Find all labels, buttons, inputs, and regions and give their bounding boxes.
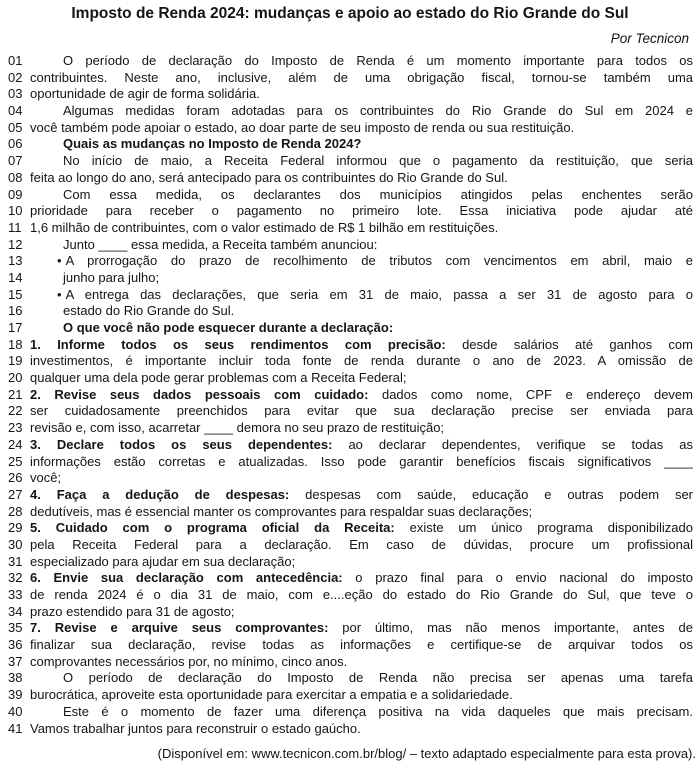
line-number: 12 <box>8 236 23 252</box>
document-line <box>0 136 700 153</box>
line-text: investimentos, é importante incluir toda fonte de renda durante o ano de 2023. A omissão de <box>30 353 693 369</box>
document-line <box>0 620 700 637</box>
line-number: 16 <box>8 303 23 319</box>
line-number: 13 <box>8 253 23 269</box>
document-line <box>0 403 700 420</box>
document-line <box>0 203 700 220</box>
line-text: Este é o momento de fazer uma diferença positiva na vida daqueles que mais precisam. <box>63 703 693 719</box>
line-number: 30 <box>8 536 23 552</box>
document-line <box>0 554 700 571</box>
document-line <box>0 120 700 137</box>
line-text: ser cuidadosamente preenchidos para evitar que sua declaração precise ser enviada para <box>30 403 693 419</box>
line-number: 19 <box>8 353 23 369</box>
line-text: Junto ____ essa medida, a Receita também anunciou: <box>63 236 378 252</box>
document-line <box>0 637 700 654</box>
line-text: você também pode apoiar o estado, ao doar parte de seu imposto de renda ou sua restituição. <box>30 119 575 135</box>
line-number: 36 <box>8 637 23 653</box>
bullet-icon: • <box>57 286 62 302</box>
line-number: 31 <box>8 553 23 569</box>
line-number: 10 <box>8 203 23 219</box>
document-line <box>0 721 700 738</box>
line-number: 37 <box>8 653 23 669</box>
line-number: 07 <box>8 153 23 169</box>
document-lines <box>0 53 700 737</box>
document-line <box>0 353 700 370</box>
line-text: Com essa medida, os declarantes dos municípios atingidos pelas enchentes serão <box>63 186 693 202</box>
document-line <box>0 704 700 721</box>
line-text: • A prorrogação do prazo de recolhimento de tributos com vencimentos em abril, maio e <box>57 253 693 269</box>
line-number: 38 <box>8 670 23 686</box>
document-line <box>0 420 700 437</box>
document-line <box>0 53 700 70</box>
line-number: 33 <box>8 587 23 602</box>
line-text: Algumas medidas foram adotadas para os contribuintes do Rio Grande do Sul em 2024 e <box>63 103 693 119</box>
document-line <box>0 604 700 621</box>
line-number: 25 <box>8 453 23 469</box>
line-number: 23 <box>8 420 23 436</box>
document-line <box>0 187 700 204</box>
document-line <box>0 86 700 103</box>
line-number: 26 <box>8 470 23 486</box>
document-line <box>0 237 700 254</box>
line-text: estado do Rio Grande do Sul. <box>63 303 235 319</box>
line-text: você; <box>30 470 62 486</box>
line-number: 32 <box>8 570 23 586</box>
line-number: 08 <box>8 169 23 185</box>
line-text: junho para julho; <box>63 269 160 285</box>
document-line <box>0 170 700 187</box>
line-number: 14 <box>8 269 23 285</box>
document-line <box>0 70 700 87</box>
document-line <box>0 587 700 604</box>
document-line <box>0 487 700 504</box>
line-number: 11 <box>8 219 22 235</box>
document-line <box>0 654 700 671</box>
line-number: 39 <box>8 687 23 703</box>
line-text: especializado para ajudar em sua declaração; <box>30 553 296 569</box>
line-text: feita ao longo do ano, será antecipado para os contribuintes do Rio Grande do Sul. <box>30 169 508 185</box>
line-number: 02 <box>8 69 23 85</box>
bullet-icon: • <box>57 253 62 269</box>
document-line <box>0 454 700 471</box>
document-line <box>0 287 700 304</box>
line-number: 40 <box>8 703 23 719</box>
document-line <box>0 470 700 487</box>
document-line <box>0 303 700 320</box>
line-number: 05 <box>8 119 23 135</box>
line-number: 03 <box>8 86 23 102</box>
line-number: 24 <box>8 436 23 452</box>
line-number: 35 <box>8 620 23 636</box>
line-text: • A entrega das declarações, que seria em 31 de maio, passa a ser 31 de agosto para o <box>57 286 693 302</box>
line-text: contribuintes. Neste ano, inclusive, além de uma obrigação fiscal, tornou-se também uma <box>30 69 693 85</box>
byline: Por Tecnicon <box>610 31 689 46</box>
line-text: finalizar sua declaração, revise todas as informações e certifique-se de arquivar todos os <box>30 637 693 653</box>
document-line <box>0 520 700 537</box>
line-text: pela Receita Federal para a declaração. Em caso de dúvidas, procure um profissional <box>30 536 693 552</box>
line-number: 21 <box>8 386 23 402</box>
document-line <box>0 103 700 120</box>
line-number: 27 <box>8 486 23 502</box>
document-line <box>0 270 700 287</box>
line-number: 01 <box>8 53 23 68</box>
page-title: Imposto de Renda 2024: mudanças e apoio ao estado do Rio Grande do Sul <box>71 5 629 22</box>
line-text: revisão e, com isso, acarretar ____ demora no seu prazo de restituição; <box>30 420 445 436</box>
line-number: 04 <box>8 103 23 119</box>
line-text: 5. Cuidado com o programa oficial da Receita: existe um único programa disponibilizado <box>30 520 693 536</box>
line-text: O período de declaração do Imposto de Renda não precisa ser apenas uma tarefa <box>63 670 693 686</box>
document-line <box>0 153 700 170</box>
document-line <box>0 320 700 337</box>
line-text: O período de declaração do Imposto de Renda é um momento importante para todos os <box>63 53 693 68</box>
document-line <box>0 253 700 270</box>
line-text: qualquer uma dela pode gerar problemas com a Receita Federal; <box>30 370 407 386</box>
document-line <box>0 570 700 587</box>
document-line <box>0 337 700 354</box>
line-text: de renda 2024 é o dia 31 de maio, com e....eção do estado do Rio Grande do Sul, que teve o <box>30 587 693 602</box>
line-number: 28 <box>8 503 23 519</box>
line-text: comprovantes necessários por, no mínimo, cinco anos. <box>30 653 348 669</box>
line-text: O que você não pode esquecer durante a declaração: <box>63 320 394 335</box>
line-number: 22 <box>8 403 23 419</box>
line-text: 2. Revise seus dados pessoais com cuidado: dados como nome, CPF e endereço devem <box>30 386 693 402</box>
document-line <box>0 387 700 404</box>
line-text: 1. Informe todos os seus rendimentos com precisão: desde salários até ganhos com <box>30 336 693 352</box>
line-number: 17 <box>8 320 23 335</box>
line-text: Vamos trabalhar juntos para reconstruir o estado gaúcho. <box>30 720 361 736</box>
line-text: 6. Envie sua declaração com antecedência: o prazo final para o envio nacional do imposto <box>30 570 693 586</box>
line-text: 3. Declare todos os seus dependentes: ao declarar dependentes, verifique se todas as <box>30 436 693 452</box>
document-line <box>0 504 700 521</box>
document-line <box>0 437 700 454</box>
line-number: 06 <box>8 136 23 152</box>
document-line <box>0 370 700 387</box>
document-line <box>0 220 700 237</box>
line-number: 18 <box>8 336 23 352</box>
line-text: 1,6 milhão de contribuintes, com o valor estimado de R$ 1 bilhão em restituições. <box>30 219 499 235</box>
line-number: 29 <box>8 520 23 536</box>
footer-source: (Disponível em: www.tecnicon.com.br/blog/ – texto adaptado especialmente para esta prova). <box>157 746 696 762</box>
line-number: 09 <box>8 186 23 202</box>
document-line <box>0 687 700 704</box>
line-text: prioridade para receber o pagamento no primeiro lote. Essa iniciativa pode ajudar até <box>30 203 693 219</box>
document-line <box>0 537 700 554</box>
line-text: burocrática, aproveite esta oportunidade para exercitar a empatia e a solidariedade. <box>30 687 513 703</box>
line-text: dedutíveis, mas é essencial manter os comprovantes para respaldar suas declarações; <box>30 503 533 519</box>
line-text: informações estão corretas e atualizadas. Isso pode garantir benefícios fiscais significativos ____ <box>30 453 693 469</box>
line-text: 7. Revise e arquive seus comprovantes: por último, mas não menos importante, antes de <box>30 620 693 636</box>
line-number: 41 <box>8 720 23 736</box>
line-number: 34 <box>8 603 23 619</box>
line-number: 20 <box>8 370 23 386</box>
line-text: oportunidade de agir de forma solidária. <box>30 86 260 102</box>
document-line <box>0 670 700 687</box>
line-number: 15 <box>8 286 23 302</box>
line-text: prazo estendido para 31 de agosto; <box>30 603 235 619</box>
line-text: No início de maio, a Receita Federal informou que o pagamento da restituição, que seria <box>63 153 693 169</box>
line-text: Quais as mudanças no Imposto de Renda 2024? <box>63 136 362 152</box>
line-text: 4. Faça a dedução de despesas: despesas com saúde, educação e outras podem ser <box>30 486 693 502</box>
